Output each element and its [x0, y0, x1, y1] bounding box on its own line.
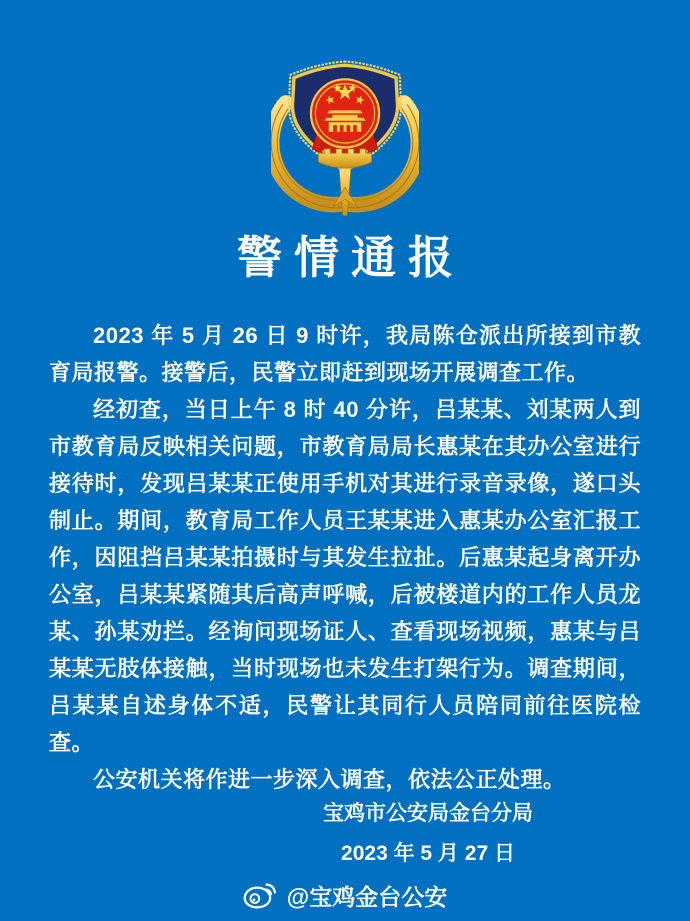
notice-paragraph-2: 经初查，当日上午 8 时 40 分许，吕某某、刘某两人到市教育局反映相关问题，市教育局局长惠某在其办公室进行接待时，发现吕某某正使用手机对其进行录音录像，遂口头制止。期间，教育局工作人员王某某进入惠某办公室汇报工作，因阻挡吕某某拍摄时与其发生拉扯。后惠某起身离开办公室，吕某某紧随其后高声呼喊，后被楼道内的工作人员龙某、孙某劝拦。经询问现场证人、查看现场视频，惠某与吕某某无肢体接触，当时现场也未发生打架行为。调查期间，吕某某自述身体不适，民警让其同行人员陪同前往医院检查。: [49, 397, 641, 755]
notice-body: [49, 317, 641, 798]
issuer-name: 宝鸡市公安局金台分局: [323, 802, 533, 825]
police-badge-emblem: [271, 60, 419, 217]
issue-date: 2023 年 5 月 27 日: [341, 842, 515, 865]
signature-block: [308, 794, 548, 874]
notice-paragraph-3: 公安机关将作进一步深入调查，依法公正处理。: [93, 767, 566, 792]
footer: [0, 879, 690, 912]
notice-paragraph-1: 2023 年 5 月 26 日 9 时许，我局陈仓派出所接到市教育局报警。接警后，民警立即赶到现场开展调查工作。: [49, 323, 641, 385]
police-badge-icon: [271, 60, 419, 217]
weibo-icon: [243, 881, 278, 910]
notice-title: 警情通报: [236, 232, 465, 283]
weibo-handle: @宝鸡金台公安: [286, 884, 448, 910]
